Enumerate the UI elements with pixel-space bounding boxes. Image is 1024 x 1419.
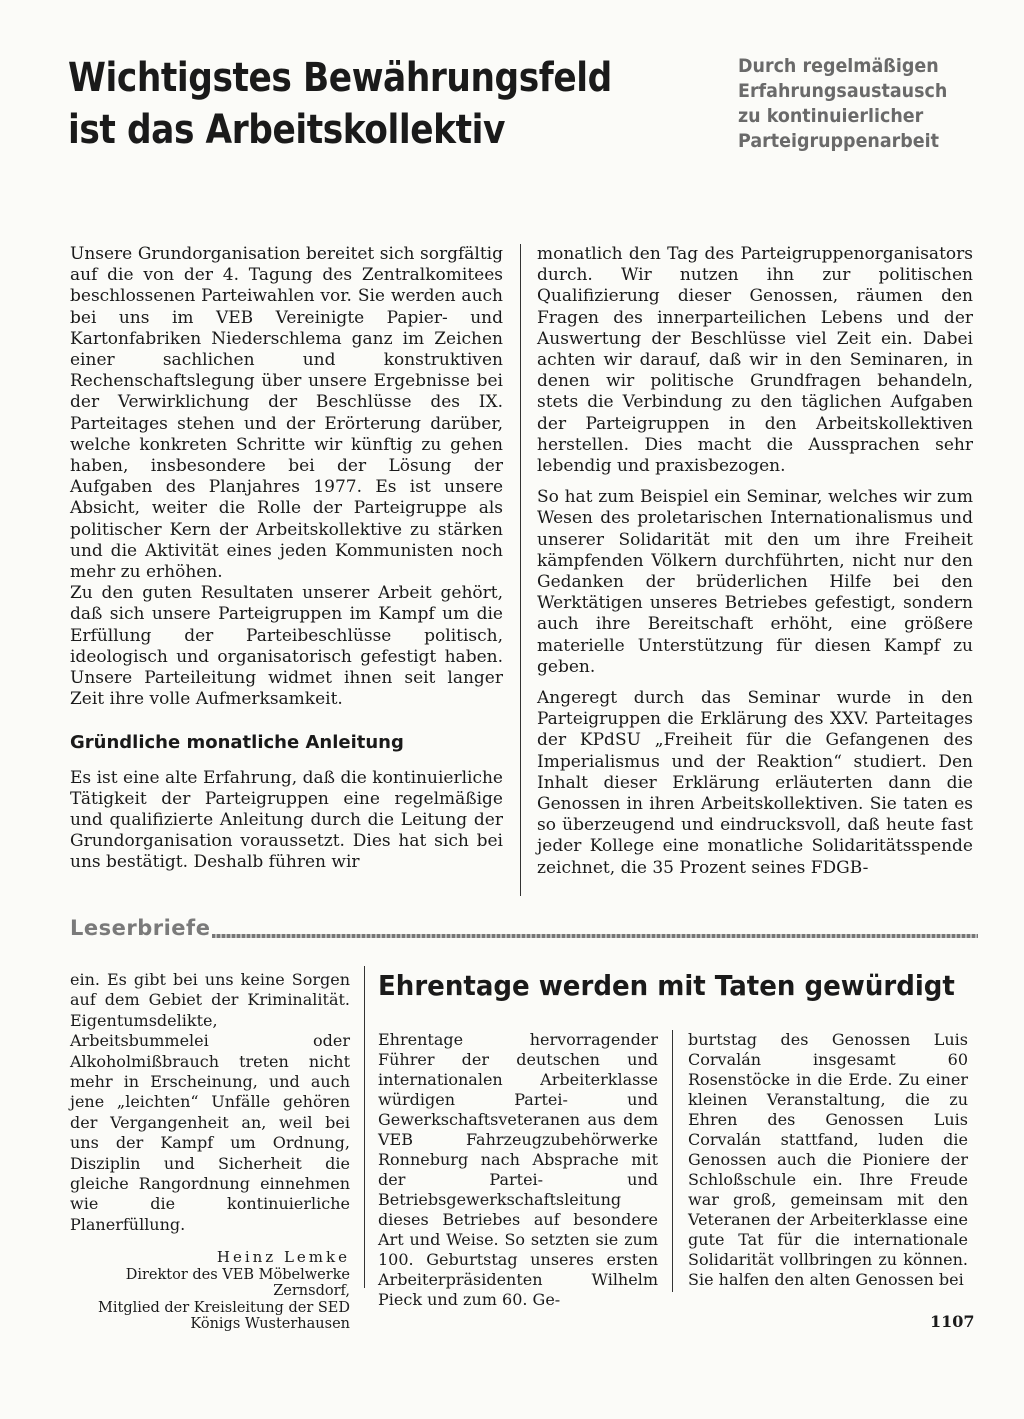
letter-text: ein. Es gibt bei uns keine Sorgen auf dem Gebiet der Kriminalität. Eigentumsdelikte, Arbeitsbummelei oder Alkoholmißbrauch treten nicht mehr in Erscheinung, und auch jene „leichten“ Unfälle gehören der Vergangenheit an, weil bei uns der Kampf um Ordnung, Disziplin und Sicherheit die gleiche Rangordnung einnehmen wie die kontinuierliche Planerfüllung.: [70, 970, 350, 1234]
section-label: Leserbriefe: [70, 916, 211, 940]
ehrentage-text: burtstag des Genossen Luis Corvalán insgesamt 60 Rosenstöcke in die Erde. Zu einer kleinen Veranstaltung, die zu Ehren des Genossen Luis Corvalán stattfand, luden die Genossen auch die Pioniere der Schloßschule ein. Ihre Freude war groß, gemeinsam mit den Veteranen der Arbeiterklasse eine gute Tat für die internationale Solidarität vollbringen zu können. Sie halfen den alten Genossen bei: [688, 1030, 968, 1289]
letter-column: [70, 970, 350, 1333]
signature-line: Zernsdorf,: [273, 1283, 350, 1300]
article-paragraph: Es ist eine alte Erfahrung, daß die kontinuierliche Tätigkeit der Parteigruppen eine regelmäßige und qualifizierte Anleitung durch die Leitung der Grundorganisation voraussetzt. Dies hat sich bei uns bestätigt. Deshalb führen wir: [70, 767, 503, 873]
signature-line: Direktor des VEB Möbelwerke: [125, 1266, 350, 1283]
column-divider: [364, 966, 365, 1288]
kicker-line: Erfahrungsaustausch: [738, 80, 948, 102]
article-paragraph: monatlich den Tag des Parteigruppenorganisators durch. Wir nutzen ihn zur politischen Qualifizierung dieser Genossen, räumen den Fragen des innerparteilichen Lebens und der Auswertung der Beschlüsse viel Zeit ein. Dabei achten wir darauf, daß wir in den Seminaren, in denen wir politische Grundfragen behandeln, stets die Verbindung zu den täglichen Aufgaben der Parteigruppen in den Arbeitskollektiven herstellen. Dies macht die Aussprachen sehr lebendig und praxisbezogen.: [537, 244, 973, 477]
ehrentage-title: Ehrentage werden mit Taten gewürdigt: [378, 969, 955, 1002]
section-bar: [70, 916, 980, 946]
article-right-column: [537, 244, 973, 879]
kicker-line: Durch regelmäßigen: [738, 55, 939, 77]
headline-line-1: Wichtigstes Bewährungsfeld: [68, 55, 612, 101]
column-divider: [672, 1030, 673, 1292]
kicker-line: Parteigruppenarbeit: [738, 130, 940, 152]
signature-line: Mitglied der Kreisleitung der SED: [98, 1299, 350, 1316]
ehrentage-text: Ehrentage hervorragender Führer der deutschen und internationalen Arbeiterklasse würdigen Partei- und Gewerkschaftsveteranen aus dem VEB Fahrzeugzubehörwerke Ronneburg nach Absprache mit der Partei- und Betriebsgewerkschaftsleitung dieses Betriebes auf besondere Art und Weise. So setzten sie zum 100. Geburtstag unseres ersten Arbeiterpräsidenten Wilhelm Pieck und zum 60. Ge-: [378, 1030, 658, 1309]
article-left-column: [70, 244, 503, 874]
kicker-line: zu kontinuierlicher: [738, 105, 924, 127]
ehrentage-column-2: [688, 1030, 968, 1290]
signature-name: Heinz Lemke: [216, 1248, 350, 1267]
letter-signature: [70, 1249, 350, 1333]
signature-line: Königs Wusterhausen: [190, 1316, 350, 1333]
article-paragraph: Unsere Grundorganisation bereitet sich sorgfältig auf die von der 4. Tagung des Zentralkomitees beschlossenen Parteiwahlen vor. Sie werden auch bei uns im VEB Vereinigte Papier- und Kartonfabriken Niederschlema ganz im Zeichen einer sachlichen und konstruktiven Rechenschaftslegung über unsere Ergebnisse bei der Verwirklichung der Beschlüsse des IX. Parteitages stehen und der Erörterung darüber, welche konkreten Schritte wir künftig zu gehen haben, insbesondere bei der Lösung der Aufgaben des Planjahres 1977. Es ist unsere Absicht, weiter die Rolle der Parteigruppe als politischer Kern der Arbeitskollektive zu stärken und die Aktivität eines jeden Kommunisten noch mehr zu erhöhen.: [70, 244, 503, 583]
article-headline: [68, 52, 612, 156]
section-rule: [212, 934, 978, 938]
headline-line-2: ist das Arbeitskollektiv: [68, 107, 505, 153]
article-subheading: Gründliche monatliche Anleitung: [70, 732, 404, 754]
article-paragraph: Zu den guten Resultaten unserer Arbeit gehört, daß sich unsere Parteigruppen im Kampf um die Erfüllung der Parteibeschlüsse politisch, ideologisch und organisatorisch gefestigt haben. Unsere Parteileitung widmet ihnen seit langer Zeit ihre volle Aufmerksamkeit.: [70, 583, 503, 710]
article-kicker: [738, 54, 977, 154]
column-divider: [520, 244, 521, 896]
ehrentage-column-1: [378, 1030, 658, 1310]
article-paragraph: Angeregt durch das Seminar wurde in den Parteigruppen die Erklärung des XXV. Parteitages der KPdSU „Freiheit für die Gefangenen des Imperialismus und der Reaktion“ studiert. Den Inhalt dieser Erklärung erläuterten dann die Genossen in ihren Arbeitskollektiven. Sie taten es so überzeugend und eindrucksvoll, daß heute fast jeder Kollege eine monatliche Solidaritätsspende zeichnet, die 35 Prozent seines FDGB-: [537, 688, 973, 878]
page-number: 1107: [930, 1312, 975, 1331]
article-paragraph: So hat zum Beispiel ein Seminar, welches wir zum Wesen des proletarischen Internationalismus und unserer Solidarität mit den um ihre Freiheit kämpfenden Völkern durchführten, nicht nur den Gedanken der brüderlichen Hilfe bei den Werktätigen unseres Betriebes gefestigt, sondern auch ihre Bereitschaft erhöht, eine größere materielle Unterstützung für diesen Kampf zu geben.: [537, 487, 973, 677]
